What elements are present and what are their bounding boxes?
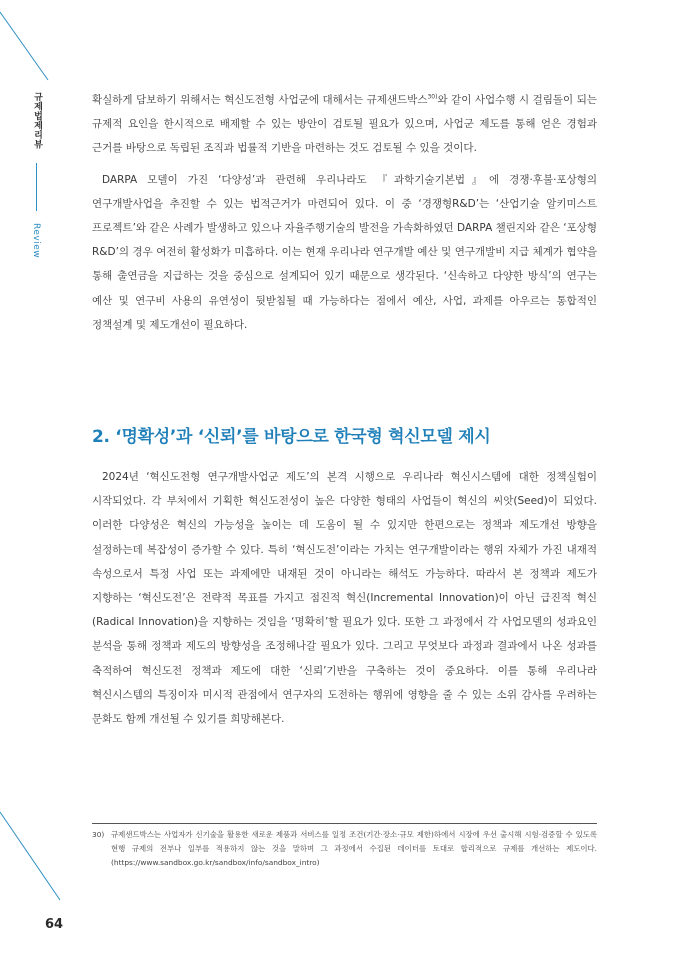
bottom-corner-line bbox=[0, 812, 60, 900]
lower-text-block bbox=[92, 465, 597, 731]
footnote bbox=[92, 828, 597, 870]
sidebar-divider-line bbox=[36, 163, 37, 211]
upper-text-block bbox=[92, 88, 597, 337]
body-paragraph-3: 2024년 ‘혁신도전형 연구개발사업군 제도’의 본격 시행으로 우리나라 혁신시스템에 대한 정책실험이 시작되었다. 각 부처에서 기획한 혁신도전성이 높은 다양한 형태의 사업들이 혁신의 씨앗(Seed)이 되었다. 이러한 다양성은 혁신의 가능성을 높이는 데 도움이 될 수 있지만 한편으로는 정책과 제도개선 방향을 설정하는데 복잡성이 증가할 수 있다. 특히 ‘혁신도전’이라는 가치는 연구개발이라는 행위 자체가 가진 내재적 속성으로서 특정 사업 또는 과제에만 내재된 것이 아니라는 해석도 가능하다. 따라서 본 정책과 제도가 지향하는 ‘혁신도전’은 전략적 목표를 가지고 점진적 혁신(Incremental Innovation)이 아닌 급진적 혁신(Radical Innovation)을 지향하는 것임을 ‘명확히’할 필요가 있다. 또한 그 과정에서 각 사업모델의 성과요인 분석을 통해 정책과 제도의 방향성을 조정해나갈 필요가 있다. 그리고 무엇보다 과정과 결과에서 나온 성과를 축적하여 혁신도전 정책과 제도에 대한 ‘신뢰’기반을 구축하는 것이 중요하다. 이를 통해 우리나라 혁신시스템의 특징이자 미시적 관점에서 연구자의 도전하는 행위에 영향을 줄 수 있는 소위 감사를 우려하는 문화도 함께 개선될 수 있기를 희망해본다. bbox=[92, 471, 597, 726]
paragraph-1-text: 확실하게 담보하기 위해서는 혁신도전형 사업군에 대해서는 규제샌드박스 bbox=[92, 94, 428, 106]
footnote-number: 30) bbox=[92, 830, 105, 839]
footnote-divider bbox=[92, 823, 597, 824]
journal-title-label: 규제법제리뷰 bbox=[32, 92, 42, 149]
section-heading: 2. ‘명확성’과 ‘신뢰’를 바탕으로 한국형 혁신모델 제시 bbox=[92, 427, 491, 447]
body-paragraph-2: DARPA 모델이 가진 ‘다양성’과 관련해 우리나라도 『과학기술기본법』에 경쟁·후불·포상형의 연구개발사업을 추진할 수 있는 법적근거가 마련되어 있다. 이 중 ‘경쟁형R&D’는 ‘산업기술 알키미스트 프로젝트’와 같은 사례가 발생하고 있으나 자율주행기술의 발전을 가속화하였던 DARPA 챌린지와 같은 ‘포상형 R&D’의 경우 여전히 활성화가 미흡하다. 이는 현재 우리나라 연구개발 예산 및 연구개발비 지급 체계가 협약을 통해 출연금을 지급하는 것을 중심으로 설계되어 있기 때문으로 생각된다. ‘신속하고 다양한 방식’의 연구는 예산 및 연구비 사용의 유연성이 뒷받침될 때 가능하다는 점에서 예산, 사업, 과제를 아우르는 통합적인 정책설계 및 제도개선이 필요하다. bbox=[92, 173, 597, 331]
paragraph-1-continuation: 와 같이 사업수행 시 걸림돌이 되는 규제적 요인을 한시적으로 배제할 수 있는 방안이 검토될 필요가 있으며, 사업군 제도를 통해 얻은 경험과 근거를 바탕으로 독립된 조직과 법률적 기반을 마련하는 것도 검토될 수 있을 것이다. bbox=[92, 94, 597, 155]
section-label: Review bbox=[31, 223, 41, 259]
footnote-reference[interactable]: 30) bbox=[427, 93, 438, 101]
footnote-text: 규제샌드박스는 사업자가 신기술을 활용한 새로운 제품과 서비스를 일정 조건(기간·장소·규모 제한)하에서 시장에 우선 출시해 시험·검증할 수 있도록 현행 규제의 전부나 일부를 적용하지 않는 것을 말하며 그 과정에서 수집된 데이터를 토대로 합리적으로 규제를 개선하는 제도이다. (https://www.sandbox.go.kr/sandbox/info/sandbox_intro) bbox=[111, 830, 597, 867]
body-paragraph-1 bbox=[92, 88, 597, 161]
page-number: 64 bbox=[45, 917, 64, 932]
top-corner-line bbox=[0, 12, 48, 80]
